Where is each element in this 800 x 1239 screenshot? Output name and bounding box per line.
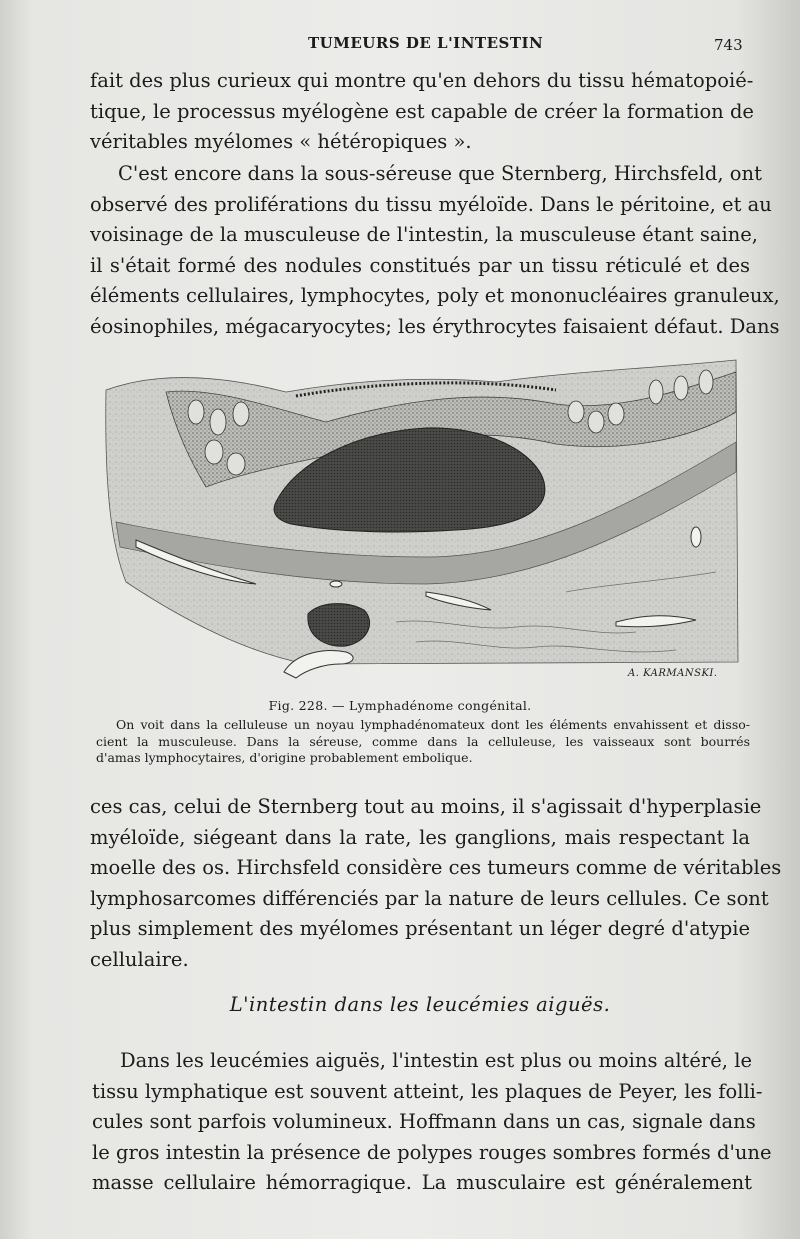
text-line: tique, le processus myélogène est capable de créer la formation de [90, 99, 754, 123]
paragraph-4 [92, 1046, 772, 1199]
text-line: cellulaire. [90, 947, 189, 971]
text-line: moelle des os. Hirchsfeld considère ces tumeurs comme de véritables [90, 856, 782, 879]
text-line: tissu lymphatique est souvent atteint, les plaques de Peyer, les folli- [92, 1079, 763, 1103]
text-line: cules sont parfois volumineux. Hoffmann dans un cas, signale dans [92, 1110, 756, 1133]
figure-caption-title: Fig. 228. — Lymphadénome congénital. [268, 698, 532, 713]
section-heading: L'intestin dans les leucémies aiguës. [229, 993, 611, 1016]
text-line: fait des plus curieux qui montre qu'en dehors du tissu hématopoié- [90, 69, 754, 92]
caption-line: d'amas lymphocytaires, d'origine probablement embolique. [96, 750, 473, 765]
paragraph-1 [90, 66, 754, 158]
text-line: masse cellulaire hémorragique. La musculaire est généralement [92, 1171, 752, 1194]
caption-line: On voit dans la celluleuse un noyau lymphadénomateux dont les éléments envahissent et disso- [116, 717, 750, 732]
text-line: observé des proliférations du tissu myéloïde. Dans le péritoine, et au [90, 192, 772, 216]
text-line: Dans les leucémies aiguës, l'intestin est plus ou moins altéré, le [120, 1049, 752, 1072]
text-line: myéloïde, siégeant dans la rate, les ganglions, mais respectant la [90, 825, 750, 849]
text-line: éosinophiles, mégacaryocytes; les érythrocytes faisaient défaut. Dans [90, 314, 780, 338]
engraver-signature: A. KARMANSKI. [628, 668, 718, 679]
text-line: véritables myélomes « hétéropiques ». [90, 130, 472, 153]
running-title: TUMEURS DE L'INTESTIN [308, 34, 544, 52]
paragraph-3 [90, 792, 782, 975]
page-number: 743 [714, 36, 743, 54]
figure-caption [96, 717, 750, 767]
text-line: plus simplement des myélomes présentant un léger degré d'atypie [90, 917, 750, 940]
text-line: éléments cellulaires, lymphocytes, poly et mononucléaires granuleux, [90, 284, 780, 307]
text-line: voisinage de la musculeuse de l'intestin, la musculeuse étant saine, [90, 223, 759, 246]
vessel [330, 581, 342, 587]
text-line: ces cas, celui de Sternberg tout au moins, il s'agissait d'hyperplasie [90, 795, 762, 818]
text-line: C'est encore dans la sous-séreuse que Sternberg, Hirchsfeld, ont [118, 162, 762, 185]
histology-illustration [96, 352, 744, 682]
vessel [691, 527, 701, 547]
text-line: le gros intestin la présence de polypes rouges sombres formés d'une [92, 1140, 772, 1164]
histology-figure [96, 352, 744, 682]
running-head [0, 34, 800, 56]
paragraph-2 [90, 159, 780, 342]
text-line: il s'était formé des nodules constitués par un tissu réticulé et des [90, 253, 750, 277]
caption-line: cient la musculeuse. Dans la séreuse, comme dans la celluleuse, les vaisseaux sont bourrés [96, 733, 750, 749]
text-line: lymphosarcomes différenciés par la nature de leurs cellules. Ce sont [90, 886, 769, 910]
